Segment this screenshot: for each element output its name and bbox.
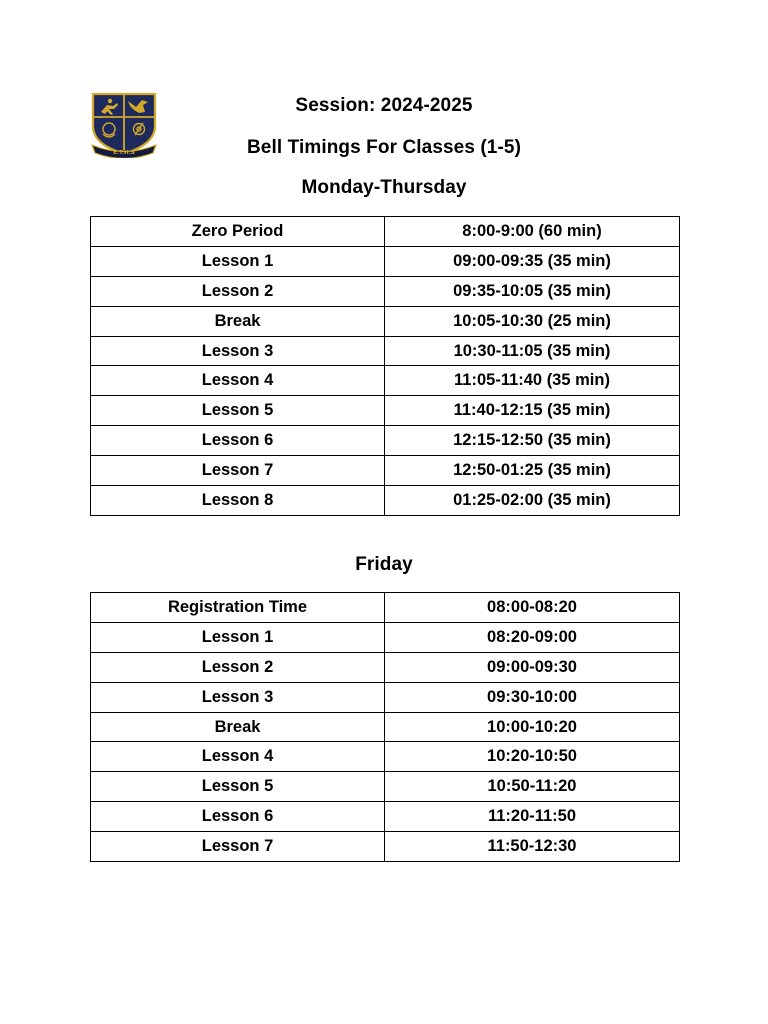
period-cell: Lesson 4	[91, 742, 385, 772]
table-row	[91, 396, 680, 426]
period-cell: Lesson 5	[91, 772, 385, 802]
table-row	[91, 742, 680, 772]
table-row	[91, 217, 680, 247]
time-cell: 08:20-09:00	[385, 622, 680, 652]
table-row	[91, 622, 680, 652]
table-row	[91, 682, 680, 712]
time-cell: 11:05-11:40 (35 min)	[385, 366, 680, 396]
time-cell: 10:05-10:30 (25 min)	[385, 306, 680, 336]
table-row	[91, 802, 680, 832]
time-cell: 12:15-12:50 (35 min)	[385, 426, 680, 456]
table-row	[91, 712, 680, 742]
time-cell: 09:00-09:35 (35 min)	[385, 246, 680, 276]
table-row	[91, 276, 680, 306]
time-cell: 09:00-09:30	[385, 652, 680, 682]
time-cell: 12:50-01:25 (35 min)	[385, 456, 680, 486]
period-cell: Lesson 1	[91, 622, 385, 652]
weekday-timetable	[90, 216, 680, 516]
time-cell: 09:30-10:00	[385, 682, 680, 712]
time-cell: 10:50-11:20	[385, 772, 680, 802]
time-cell: 11:20-11:50	[385, 802, 680, 832]
time-cell: 10:20-10:50	[385, 742, 680, 772]
table-row	[91, 306, 680, 336]
time-cell: 8:00-9:00 (60 min)	[385, 217, 680, 247]
period-cell: Lesson 6	[91, 802, 385, 832]
period-cell: Lesson 2	[91, 276, 385, 306]
period-cell: Lesson 7	[91, 832, 385, 862]
period-cell: Lesson 2	[91, 652, 385, 682]
period-cell: Lesson 7	[91, 456, 385, 486]
table-row	[91, 486, 680, 516]
time-cell: 10:30-11:05 (35 min)	[385, 336, 680, 366]
table-row	[91, 336, 680, 366]
period-cell: Lesson 6	[91, 426, 385, 456]
period-cell: Lesson 3	[91, 336, 385, 366]
friday-heading: Friday	[355, 554, 413, 575]
page-title: Bell Timings For Classes (1-5)	[246, 137, 521, 158]
time-cell: 11:40-12:15 (35 min)	[385, 396, 680, 426]
weekday-heading: Monday-Thursday	[301, 177, 467, 198]
period-cell: Registration Time	[91, 593, 385, 623]
session-heading: Session: 2024-2025	[295, 95, 473, 116]
period-cell: Lesson 1	[91, 246, 385, 276]
period-cell: Break	[91, 306, 385, 336]
friday-timetable	[90, 592, 680, 862]
table-row	[91, 652, 680, 682]
crest-motto: E.T.H.S	[113, 150, 135, 156]
time-cell: 08:00-08:20	[385, 593, 680, 623]
table-row	[91, 426, 680, 456]
period-cell: Lesson 3	[91, 682, 385, 712]
time-cell: 10:00-10:20	[385, 712, 680, 742]
period-cell: Break	[91, 712, 385, 742]
table-row	[91, 246, 680, 276]
table-row	[91, 832, 680, 862]
table-row	[91, 772, 680, 802]
period-cell: Lesson 4	[91, 366, 385, 396]
time-cell: 11:50-12:30	[385, 832, 680, 862]
time-cell: 01:25-02:00 (35 min)	[385, 486, 680, 516]
table-row	[91, 366, 680, 396]
period-cell: Zero Period	[91, 217, 385, 247]
table-row	[91, 456, 680, 486]
period-cell: Lesson 8	[91, 486, 385, 516]
time-cell: 09:35-10:05 (35 min)	[385, 276, 680, 306]
table-row	[91, 593, 680, 623]
period-cell: Lesson 5	[91, 396, 385, 426]
